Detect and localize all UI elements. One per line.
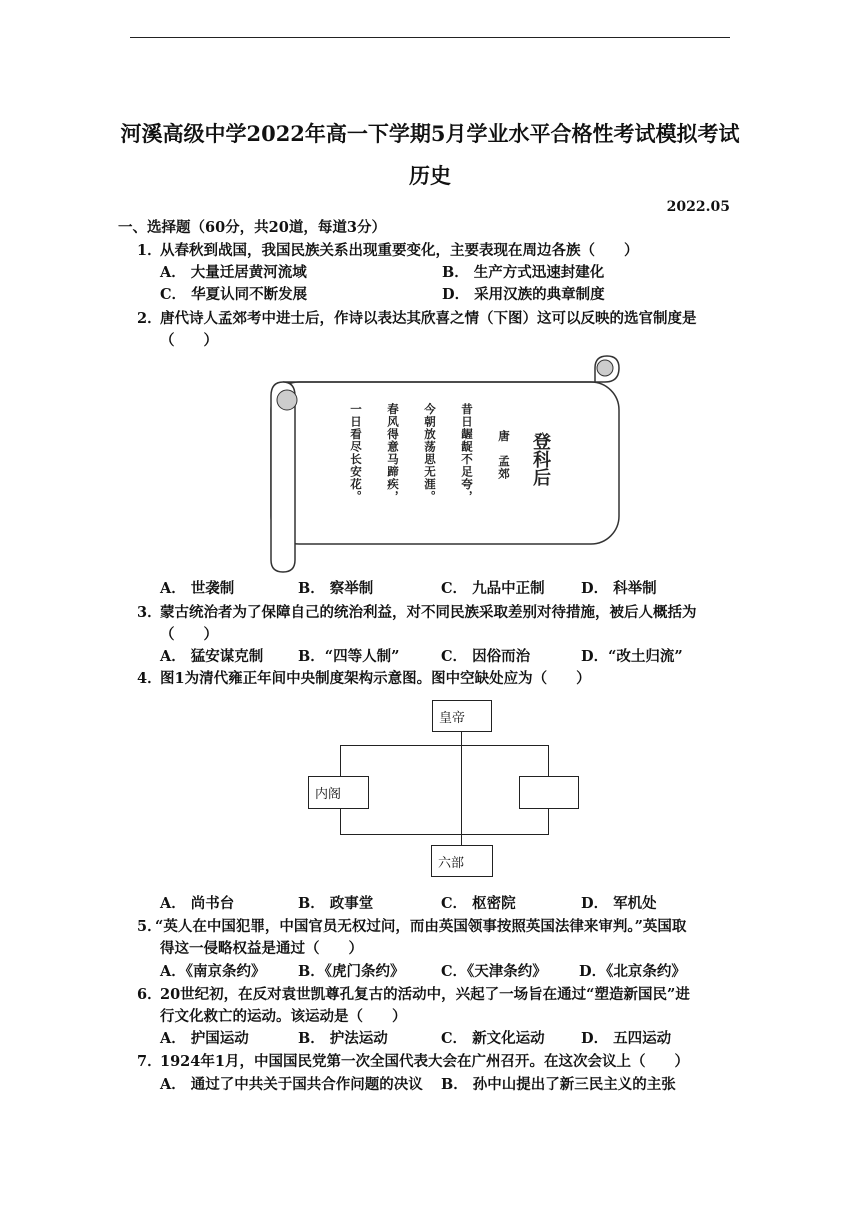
question-number: 1． bbox=[137, 242, 162, 259]
option-d: D． 军机处 bbox=[581, 895, 657, 912]
option-b: B． 政事堂 bbox=[298, 895, 374, 912]
option-a: A．《南京条约》 bbox=[160, 963, 266, 980]
option-b: B．“四等人制” bbox=[298, 648, 400, 665]
option-a: A． 大量迁居黄河流域 bbox=[160, 264, 307, 281]
scroll-illustration bbox=[265, 352, 625, 574]
poem-title: 登科后 bbox=[530, 432, 551, 486]
diagram-label: 内阁 bbox=[315, 787, 342, 802]
option-d: D． 科举制 bbox=[581, 580, 657, 597]
poem-line: 今朝放荡思无涯。 bbox=[423, 403, 437, 503]
section-heading: 一、选择题（60分，共20道，每道3分） bbox=[118, 219, 386, 236]
option-a: A． 猛安谋克制 bbox=[160, 648, 264, 665]
connector-line bbox=[340, 745, 549, 746]
question-stem: 1924年1月，中国国民党第一次全国代表大会在广州召开。在这次会议上（ ） bbox=[160, 1053, 689, 1070]
option-a: A． 尚书台 bbox=[160, 895, 235, 912]
option-c: C． 九品中正制 bbox=[441, 580, 545, 597]
question-stem: 蒙古统治者为了保障自己的统治利益，对不同民族采取差别对待措施，被后人概括为 bbox=[160, 604, 697, 621]
diagram-box-blank bbox=[519, 776, 579, 809]
exam-date: 2022.05 bbox=[666, 199, 730, 215]
poem-author: 唐 孟郊 bbox=[497, 430, 511, 480]
diagram-box-cabinet bbox=[308, 776, 369, 809]
question-stem-cont: （ ） bbox=[160, 332, 218, 349]
question-stem: 图1为清代雍正年间中央制度架构示意图。图中空缺处应为（ ） bbox=[160, 670, 591, 687]
question-number: 3． bbox=[137, 604, 162, 621]
connector-line bbox=[461, 730, 462, 845]
option-b: B． 护法运动 bbox=[298, 1030, 388, 1047]
question-stem: 20世纪初，在反对袁世凯尊孔复古的活动中，兴起了一场旨在通过“塑造新国民”进 bbox=[160, 986, 690, 1003]
question-number: 5． bbox=[137, 918, 162, 935]
option-c: C． 因俗而治 bbox=[441, 648, 531, 665]
question-number: 4． bbox=[137, 670, 162, 687]
poem-line: 昔日龌龊不足夸， bbox=[460, 403, 474, 503]
diagram-box-six-ministries bbox=[431, 845, 493, 877]
diagram-box-emperor bbox=[432, 700, 492, 732]
option-d: D． 五四运动 bbox=[581, 1030, 672, 1047]
question-stem: “英人在中国犯罪，中国官员无权过问，而由英国领事按照英国法律来审判。”英国取 bbox=[155, 918, 687, 935]
question-stem-cont: 得这一侵略权益是通过（ ） bbox=[160, 940, 363, 957]
question-stem-cont: （ ） bbox=[160, 626, 218, 643]
option-c: C． 枢密院 bbox=[441, 895, 516, 912]
header-rule bbox=[130, 37, 730, 38]
option-a: A． 通过了中共关于国共合作问题的决议 bbox=[160, 1076, 423, 1093]
option-b: B．《虎门条约》 bbox=[298, 963, 405, 980]
option-c: C． 华夏认同不断发展 bbox=[160, 286, 308, 303]
option-b: B． 孙中山提出了新三民主义的主张 bbox=[441, 1076, 676, 1093]
option-a: A． 世袭制 bbox=[160, 580, 235, 597]
poem-line: 一日看尽长安花。 bbox=[349, 403, 363, 503]
option-c: C． 新文化运动 bbox=[441, 1030, 545, 1047]
question-number: 6． bbox=[137, 986, 162, 1003]
question-stem-cont: 行文化救亡的运动。该运动是（ ） bbox=[160, 1008, 407, 1025]
option-b: B． 生产方式迅速封建化 bbox=[442, 264, 605, 281]
option-b: B． 察举制 bbox=[298, 580, 374, 597]
poem-line: 春风得意马蹄疾， bbox=[386, 403, 400, 503]
question-stem: 从春秋到战国，我国民族关系出现重要变化，主要表现在周边各族（ ） bbox=[160, 242, 639, 259]
diagram-label: 皇帝 bbox=[439, 711, 466, 726]
option-d: D．《北京条约》 bbox=[579, 963, 686, 980]
exam-title: 河溪高级中学2022年高一下学期5月学业水平合格性考试模拟考试 bbox=[120, 121, 740, 146]
diagram-label: 六部 bbox=[438, 856, 465, 871]
question-stem: 唐代诗人孟郊考中进士后，作诗以表达其欣喜之情（下图）这可以反映的选官制度是 bbox=[160, 310, 697, 327]
connector-line bbox=[340, 834, 549, 835]
option-d: D．“改土归流” bbox=[581, 648, 683, 665]
option-d: D． 采用汉族的典章制度 bbox=[442, 286, 605, 303]
question-number: 2． bbox=[137, 310, 162, 327]
option-c: C．《天津条约》 bbox=[441, 963, 547, 980]
exam-subject: 历史 bbox=[409, 163, 451, 188]
option-a: A． 护国运动 bbox=[160, 1030, 249, 1047]
question-number: 7． bbox=[137, 1053, 162, 1070]
